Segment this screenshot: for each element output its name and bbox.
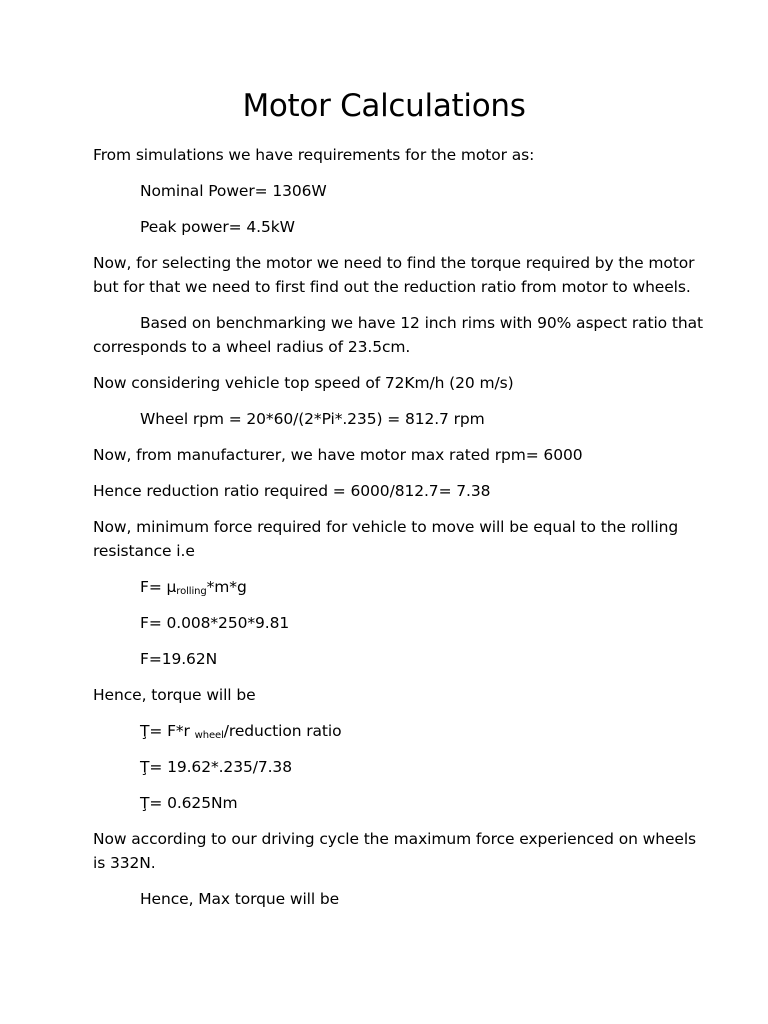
- paragraph-torque-line-2: but for that we need to first find out the reduction ratio from motor to wheels.: [93, 278, 691, 296]
- paragraph-requirements: From simulations we have requirements for the motor as:: [93, 146, 535, 164]
- force-formula-pre: F= μ: [140, 578, 177, 596]
- force-formula-sub: rolling: [176, 586, 207, 597]
- max-torque-intro-line: Hence, Max torque will be: [140, 890, 340, 908]
- nominal-power-line: Nominal Power= 1306W: [140, 182, 327, 200]
- force-values-line: F= 0.008*250*9.81: [140, 614, 290, 632]
- paragraph-min-force-line-2: resistance i.e: [93, 542, 195, 560]
- torque-values-line: Ţ= 19.62*.235/7.38: [140, 758, 292, 776]
- force-result-line: F=19.62N: [140, 650, 218, 668]
- wheel-rpm-line: Wheel rpm = 20*60/(2*Pi*.235) = 812.7 rpm: [140, 410, 485, 428]
- torque-formula-pre: Ţ= F*r: [140, 722, 195, 740]
- top-speed-line: Now considering vehicle top speed of 72Km/h (20 m/s): [93, 374, 514, 392]
- torque-formula-line: [140, 719, 342, 743]
- motor-rpm-line: Now, from manufacturer, we have motor max rated rpm= 6000: [93, 446, 583, 464]
- torque-result-line: Ţ= 0.625Nm: [140, 794, 238, 812]
- paragraph-torque-line-1: Now, for selecting the motor we need to find the torque required by the motor: [93, 254, 695, 272]
- paragraph-max-force-line-1: Now according to our driving cycle the maximum force experienced on wheels: [93, 830, 697, 848]
- paragraph-benchmark-line-2: corresponds to a wheel radius of 23.5cm.: [93, 338, 411, 356]
- paragraph-min-force-line-1: Now, minimum force required for vehicle to move will be equal to the rolling: [93, 518, 679, 536]
- force-formula-line: [140, 575, 247, 599]
- torque-formula-sub: wheel: [194, 730, 224, 741]
- paragraph-benchmark-line-1: Based on benchmarking we have 12 inch rims with 90% aspect ratio that: [140, 314, 703, 332]
- paragraph-max-force-line-2: is 332N.: [93, 854, 156, 872]
- reduction-ratio-line: Hence reduction ratio required = 6000/812.7= 7.38: [93, 482, 491, 500]
- peak-power-line: Peak power= 4.5kW: [140, 218, 295, 236]
- page-title: Motor Calculations: [242, 88, 526, 124]
- torque-formula-post: /reduction ratio: [223, 722, 342, 740]
- force-formula-post: *m*g: [206, 578, 247, 596]
- torque-intro-line: Hence, torque will be: [93, 686, 256, 704]
